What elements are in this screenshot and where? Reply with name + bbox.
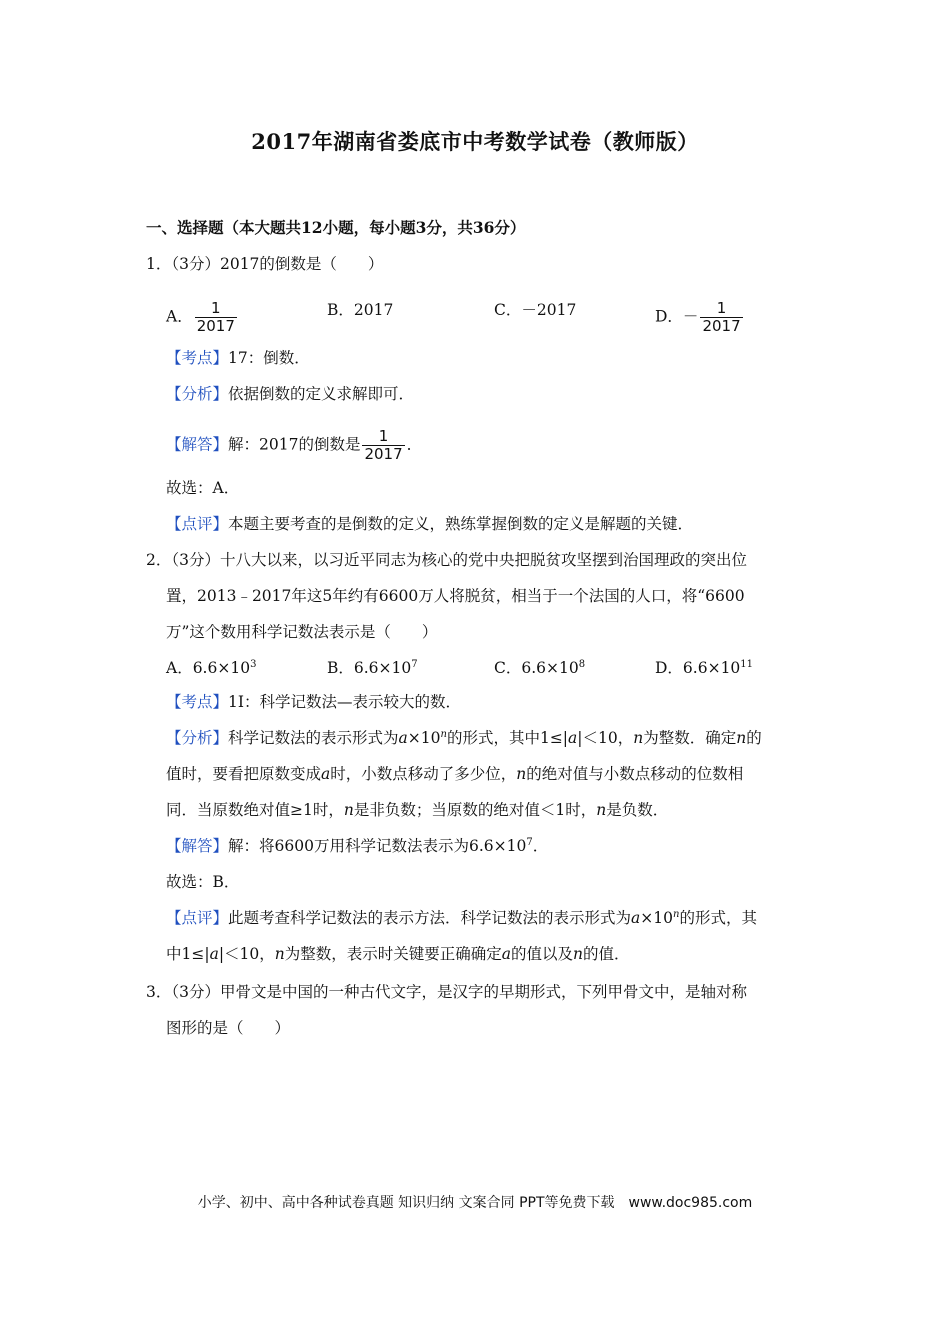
- q3-stem-line1: 3．（3分）甲骨文是中国的一种古代文字，是汉字的早期形式，下列甲骨文中，是轴对称: [146, 983, 747, 1001]
- dianping-text: 本题主要考查的是倒数的定义，熟练掌握倒数的定义是解题的关键．: [228, 515, 694, 533]
- text: 为整数．确定: [643, 729, 737, 747]
- exponent: n: [673, 909, 680, 920]
- kaodian-tag: 【考点】: [166, 693, 229, 711]
- q1-option-c: C．－2017: [494, 301, 577, 319]
- option-label: D．－: [655, 307, 699, 326]
- text: 的值．: [583, 945, 630, 963]
- text: 的: [746, 729, 762, 747]
- variable: a: [501, 945, 512, 963]
- option-label: A．: [166, 307, 193, 326]
- q2-fenxi-line3: [166, 800, 668, 820]
- variable: n: [343, 801, 354, 819]
- variable: a: [209, 945, 219, 963]
- kaodian-text: 17：倒数．: [228, 349, 310, 367]
- text: 的绝对值与小数点移动的位数相: [526, 765, 744, 783]
- variable: n: [573, 945, 584, 963]
- text: 的形式，其: [679, 909, 757, 927]
- q1-jieda: [166, 428, 422, 463]
- text: 同．当原数绝对值≥1时，: [166, 801, 344, 819]
- text: ×10: [640, 909, 673, 927]
- text: 为整数，表示时关键要正确确定: [284, 945, 502, 963]
- text: |＜10，: [218, 945, 275, 963]
- text: 值时，要看把原数变成: [166, 765, 322, 783]
- option-text: A．6.6×10: [166, 659, 251, 677]
- variable: a: [398, 729, 408, 747]
- variable: a: [631, 909, 641, 927]
- fraction: [195, 300, 237, 335]
- option-text: D．6.6×10: [655, 659, 741, 677]
- page-title: 2017年湖南省娄底市中考数学试卷（教师版）: [251, 129, 699, 154]
- q1-fenxi: [166, 384, 414, 404]
- q1-option-d: [655, 300, 745, 335]
- fraction-denominator: 2017: [702, 317, 741, 335]
- text: 的形式，其中1≤|: [446, 729, 569, 747]
- q2-dianping-line1: [166, 908, 757, 928]
- fraction-denominator: 2017: [196, 317, 235, 335]
- q1-stem: 1．（3分）2017的倒数是（ ）: [146, 255, 384, 273]
- section-heading: 一、选择题（本大题共12小题，每小题3分，共36分）: [146, 218, 526, 237]
- q2-stem-line3: 万”这个数用科学记数法表示是（ ）: [166, 623, 438, 641]
- page-footer: 小学、初中、高中各种试卷真题 知识归纳 文案合同 PPT等免费下载 www.doc985.com: [197, 1195, 753, 1211]
- text: |＜10，: [577, 729, 634, 747]
- fenxi-tag: 【分析】: [166, 729, 229, 747]
- fenxi-text: 依据倒数的定义求解即可．: [228, 385, 415, 403]
- fraction: [362, 428, 404, 463]
- q2-guxuan: 故选：B．: [166, 873, 240, 891]
- fraction-denominator: 2017: [364, 445, 403, 463]
- q2-fenxi-line1: [166, 728, 762, 748]
- q1-option-b: B．2017: [327, 301, 394, 319]
- text: ×10: [407, 729, 441, 747]
- variable: a: [321, 765, 331, 783]
- variable: n: [633, 729, 644, 747]
- variable: a: [568, 729, 578, 747]
- q2-fenxi-line2: [166, 764, 743, 784]
- q2-option-a: [166, 658, 256, 678]
- exponent: 8: [578, 659, 586, 670]
- jieda-tag: 【解答】: [166, 837, 229, 855]
- q2-kaodian: [166, 692, 461, 712]
- text: 是非负数；当原数的绝对值＜1时，: [353, 801, 597, 819]
- q1-dianping: [166, 514, 693, 534]
- text: 时，小数点移动了多少位，: [330, 765, 517, 783]
- text: 科学记数法的表示形式为: [228, 729, 399, 747]
- fraction: [700, 300, 742, 335]
- text: 是负数．: [606, 801, 669, 819]
- kaodian-tag: 【考点】: [166, 349, 229, 367]
- fraction-numerator: 1: [716, 299, 727, 317]
- variable: n: [736, 729, 747, 747]
- exponent: 7: [526, 837, 533, 848]
- q1-guxuan: 故选：A．: [166, 479, 240, 497]
- variable: n: [274, 945, 285, 963]
- q2-stem-line1: 2．（3分）十八大以来，以习近平同志为核心的党中央把脱贫攻坚摆到治国理政的突出位: [146, 551, 747, 569]
- option-text: B．6.6×10: [327, 659, 412, 677]
- dianping-tag: 【点评】: [166, 515, 229, 533]
- exponent: 3: [250, 659, 257, 670]
- jieda-end: ．: [406, 435, 423, 454]
- exponent: 7: [411, 659, 418, 670]
- dianping-tag: 【点评】: [166, 909, 229, 927]
- text: 此题考查科学记数法的表示方法．科学记数法的表示形式为: [228, 909, 632, 927]
- exponent: n: [440, 729, 447, 740]
- q2-option-b: [327, 658, 418, 678]
- fraction-numerator: 1: [211, 299, 221, 317]
- variable: n: [596, 801, 607, 819]
- variable: n: [516, 765, 527, 783]
- text: 的值以及: [511, 945, 574, 963]
- fenxi-tag: 【分析】: [166, 385, 229, 403]
- kaodian-text: 1I：科学记数法—表示较大的数．: [228, 693, 462, 711]
- q1-kaodian: [166, 348, 310, 368]
- q2-stem-line2: 置，2013﹣2017年这5年约有6600万人将脱贫，相当于一个法国的人口，将“6600: [166, 587, 745, 605]
- text: 中1≤|: [166, 945, 210, 963]
- q2-jieda: [166, 836, 548, 856]
- jieda-tag: 【解答】: [166, 435, 229, 454]
- jieda-end: ．: [532, 837, 549, 855]
- q2-dianping-line2: [166, 944, 630, 964]
- fraction-numerator: 1: [378, 427, 389, 445]
- q2-option-c: [494, 658, 585, 678]
- q3-stem-line2: 图形的是（ ）: [166, 1019, 291, 1037]
- exponent: 11: [740, 659, 754, 670]
- jieda-text: 解：将6600万用科学记数法表示为6.6×10: [228, 837, 527, 855]
- q2-option-d: [655, 658, 753, 678]
- option-text: C．6.6×10: [494, 659, 579, 677]
- jieda-text: 解：2017的倒数是: [228, 435, 361, 454]
- q1-option-a: [166, 300, 239, 335]
